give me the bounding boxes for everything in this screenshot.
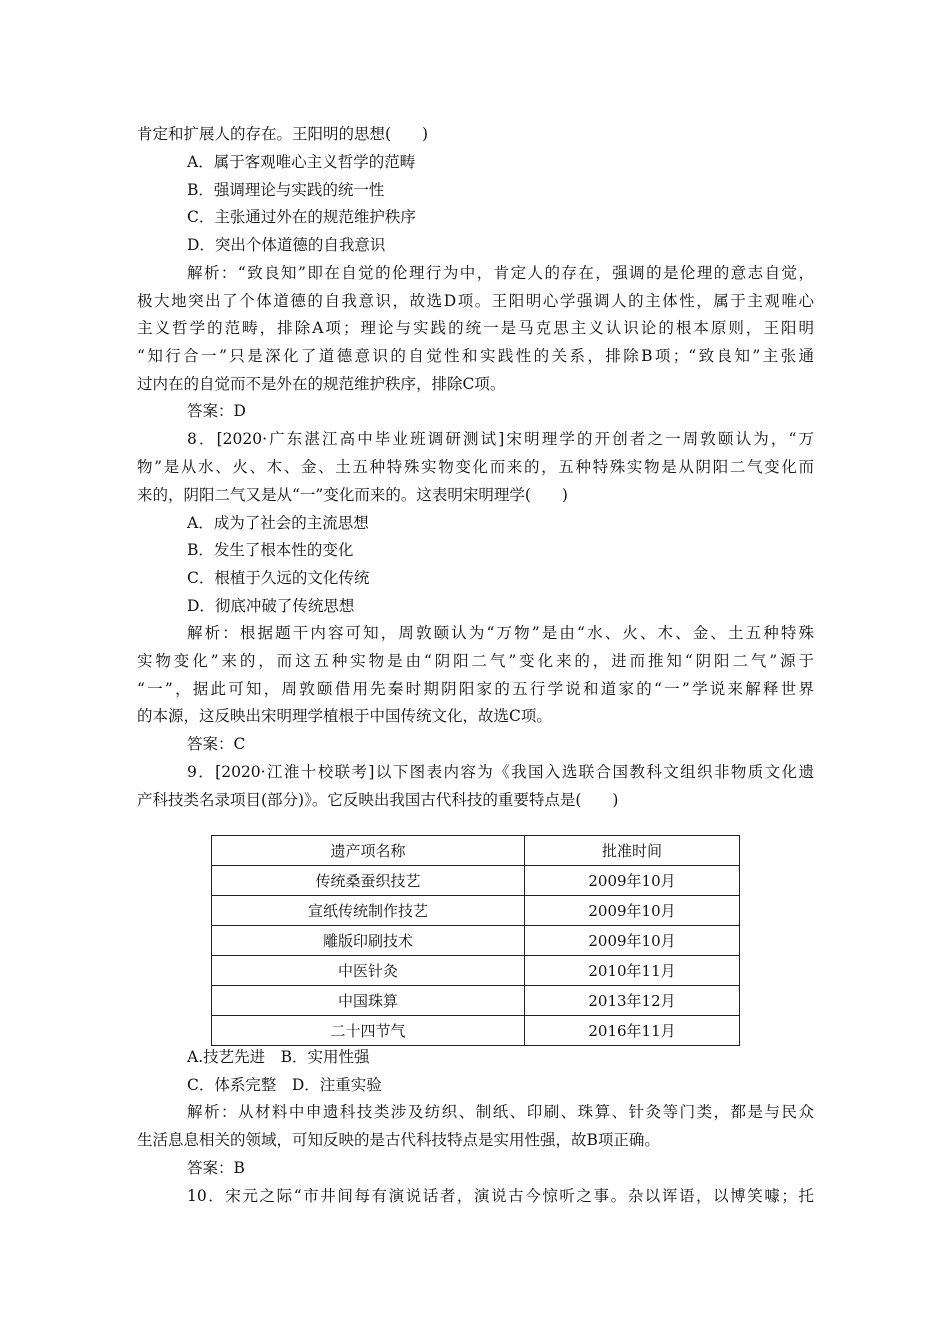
q9-stem-line: 9．[2020·江淮十校联考]以下图表内容为《我国入选联合国教科文组织非物质文化遗 bbox=[187, 763, 814, 781]
q8-option-b: B．发生了根本性的变化 bbox=[187, 541, 354, 559]
table-row bbox=[212, 986, 740, 1016]
q8-stem-line: 来的，阴阳二气又是从“一”变化而来的。这表明宋明理学( ) bbox=[137, 486, 568, 504]
q9-options-ab: A.技艺先进 B．实用性强 bbox=[187, 1048, 370, 1066]
q9-options-cd: C．体系完整 D．注重实验 bbox=[187, 1076, 382, 1094]
q9-analysis-line: 解析：从材料中申遗科技类涉及纺织、制纸、印刷、珠算、针灸等门类，都是与民众 bbox=[187, 1103, 814, 1121]
q8-stem-line: 物”是从水、火、木、金、土五种特殊实物变化而来的，五种特殊实物是从阴阳二气变化而 bbox=[137, 458, 814, 476]
q7-analysis-line: 过内在的自觉而不是外在的规范维护秩序，排除C项。 bbox=[137, 375, 506, 393]
q9-stem-line: 产科技类名录项目(部分)》。它反映出我国古代科技的重要特点是( ) bbox=[137, 791, 619, 809]
heritage-table bbox=[211, 835, 740, 1046]
table-cell: 2010年11月 bbox=[525, 956, 740, 986]
q8-stem-line: 8．[2020·广东湛江高中毕业班调研测试]宋明理学的开创者之一周敦颐认为，“万 bbox=[187, 430, 814, 448]
table-cell: 2013年12月 bbox=[525, 986, 740, 1016]
table-row bbox=[212, 956, 740, 986]
table-cell: 宣纸传统制作技艺 bbox=[212, 896, 525, 926]
q7-option-c: C．主张通过外在的规范维护秩序 bbox=[187, 208, 416, 226]
q8-analysis-line: 解析：根据题干内容可知，周敦颐认为“万物”是由“水、火、木、金、土五种特殊 bbox=[187, 624, 814, 642]
table-cell: 2009年10月 bbox=[525, 926, 740, 956]
q7-analysis-line: 解析：“致良知”即在自觉的伦理行为中，肯定人的存在，强调的是伦理的意志自觉， bbox=[187, 264, 814, 282]
q8-analysis-line: 的本源，这反映出宋明理学植根于中国传统文化，故选C项。 bbox=[137, 707, 552, 725]
q7-analysis-line: “知行合一”只是深化了道德意识的自觉性和实践性的关系，排除B项；“致良知”主张通 bbox=[137, 347, 814, 365]
table-cell: 2016年11月 bbox=[525, 1016, 740, 1046]
table-cell: 中医针灸 bbox=[212, 956, 525, 986]
q10-stem-line: 10．宋元之际“市井间每有演说话者，演说古今惊听之事。杂以诨语，以博笑噱；托 bbox=[187, 1187, 814, 1205]
table-header-row bbox=[212, 836, 740, 866]
table-header-cell: 批准时间 bbox=[525, 836, 740, 866]
q8-option-a: A．成为了社会的主流思想 bbox=[187, 514, 369, 532]
q7-answer: 答案：D bbox=[187, 402, 246, 420]
q9-analysis-line: 生活息息相关的领域，可知反映的是古代科技特点是实用性强，故B项正确。 bbox=[137, 1131, 660, 1149]
table-row bbox=[212, 1016, 740, 1046]
table-cell: 二十四节气 bbox=[212, 1016, 525, 1046]
table-cell: 2009年10月 bbox=[525, 866, 740, 896]
table-cell: 2009年10月 bbox=[525, 896, 740, 926]
q7-option-a: A．属于客观唯心主义哲学的范畴 bbox=[187, 153, 416, 171]
table-row bbox=[212, 866, 740, 896]
table-cell: 中国珠算 bbox=[212, 986, 525, 1016]
q7-option-d: D．突出个体道德的自我意识 bbox=[187, 236, 386, 254]
q8-analysis-line: “一”，据此可知，周敦颐借用先秦时期阴阳家的五行学说和道家的“一”学说来解释世界 bbox=[137, 680, 814, 698]
table-row bbox=[212, 896, 740, 926]
q8-answer: 答案：C bbox=[187, 735, 246, 753]
q7-option-b: B．强调理论与实践的统一性 bbox=[187, 181, 385, 199]
table-cell: 传统桑蚕织技艺 bbox=[212, 866, 525, 896]
q7-analysis-line: 极大地突出了个体道德的自我意识，故选D项。王阳明心学强调人的主体性，属于主观唯心 bbox=[137, 292, 814, 310]
q8-analysis-line: 实物变化”来的，而这五种实物是由“阴阳二气”变化来的，进而推知“阴阳二气”源于 bbox=[137, 652, 814, 670]
q8-option-d: D．彻底冲破了传统思想 bbox=[187, 597, 355, 615]
table-cell: 雕版印刷技术 bbox=[212, 926, 525, 956]
q7-stem-tail: 肯定和扩展人的存在。王阳明的思想( ) bbox=[137, 125, 429, 143]
q9-answer: 答案：B bbox=[187, 1159, 245, 1177]
q7-analysis-line: 主义哲学的范畴，排除A项；理论与实践的统一是马克思主义认识论的根本原则，王阳明 bbox=[137, 319, 814, 337]
table-header-cell: 遗产项名称 bbox=[212, 836, 525, 866]
q8-option-c: C．根植于久远的文化传统 bbox=[187, 569, 370, 587]
table-row bbox=[212, 926, 740, 956]
